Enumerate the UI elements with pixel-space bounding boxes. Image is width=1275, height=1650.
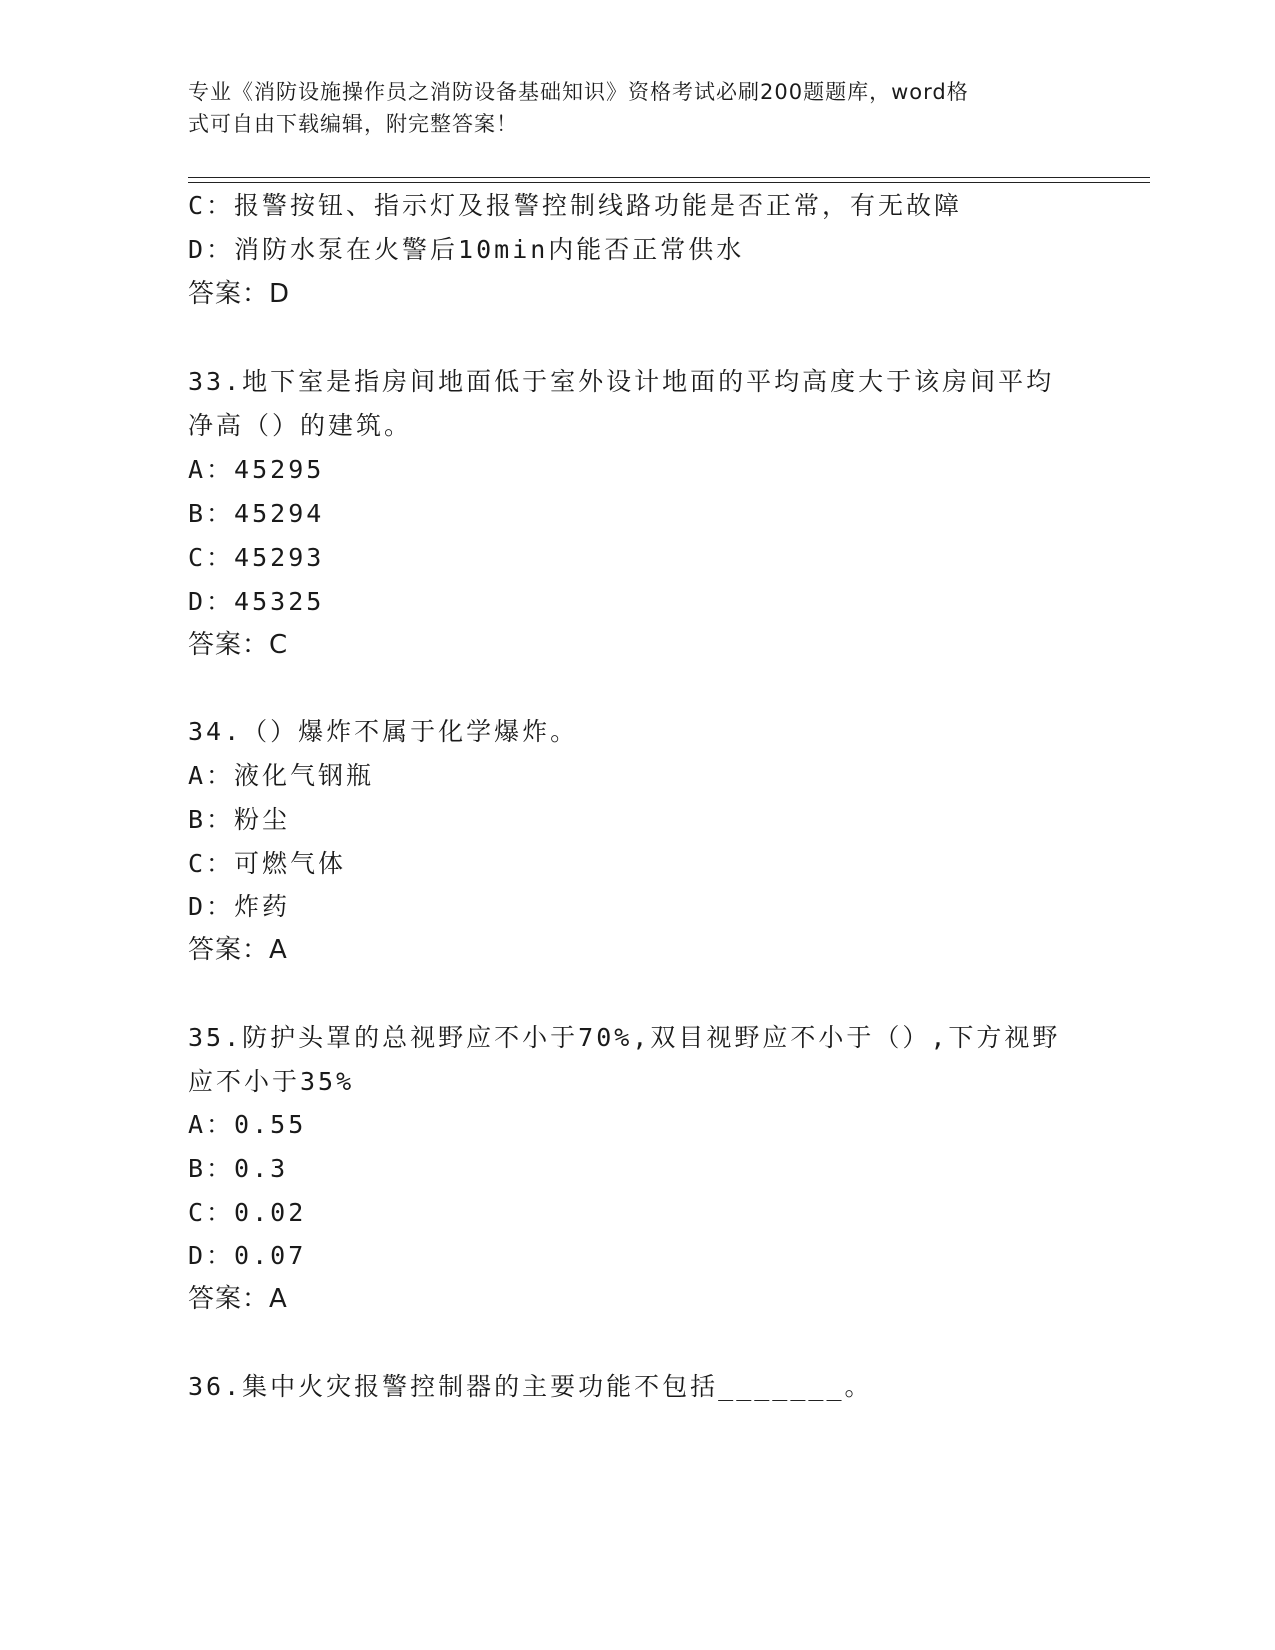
- q35-option-b: B：0.3: [188, 1154, 289, 1183]
- header-divider-top: [188, 177, 1150, 178]
- q32-answer: 答案：D: [188, 279, 291, 309]
- q35-stem-line-2: 应不小于35%: [188, 1067, 355, 1096]
- q35-option-d: D：0.07: [188, 1241, 307, 1270]
- q34-option-c: C：可燃气体: [188, 849, 347, 878]
- q33-answer: 答案：C: [188, 630, 289, 660]
- q33-option-c: C：45293: [188, 543, 325, 572]
- q35-option-a: A：0.55: [188, 1110, 307, 1139]
- q35-stem-line-1: 35.防护头罩的总视野应不小于70%,双目视野应不小于（）,下方视野: [188, 1023, 1061, 1052]
- header-divider-bottom: [188, 182, 1150, 183]
- q35-option-c: C：0.02: [188, 1198, 307, 1227]
- header-line-1: 专业《消防设施操作员之消防设备基础知识》资格考试必刷200题题库，word格: [188, 80, 969, 104]
- document-header: [188, 76, 1068, 140]
- q33-option-a: A：45295: [188, 455, 325, 484]
- q34-option-d: D：炸药: [188, 892, 291, 921]
- q34-option-a: A：液化气钢瓶: [188, 761, 375, 790]
- header-line-2: 式可自由下载编辑，附完整答案！: [188, 112, 518, 136]
- q34-stem-line-1: 34.（）爆炸不属于化学爆炸。: [188, 717, 579, 746]
- q35-answer: 答案：A: [188, 1284, 288, 1314]
- q32-option-d: D：消防水泵在火警后10min内能否正常供水: [188, 235, 745, 264]
- q34-answer: 答案：A: [188, 935, 288, 965]
- q34-option-b: B：粉尘: [188, 805, 291, 834]
- q33-stem-line-1: 33.地下室是指房间地面低于室外设计地面的平均高度大于该房间平均: [188, 367, 1055, 396]
- q32-option-c: C：报警按钮、指示灯及报警控制线路功能是否正常，有无故障: [188, 191, 963, 220]
- q33-stem-line-2: 净高（）的建筑。: [188, 411, 413, 440]
- q33-option-b: B：45294: [188, 499, 325, 528]
- q33-option-d: D：45325: [188, 587, 325, 616]
- q36-stem-line-1: 36.集中火灾报警控制器的主要功能不包括_______。: [188, 1372, 873, 1401]
